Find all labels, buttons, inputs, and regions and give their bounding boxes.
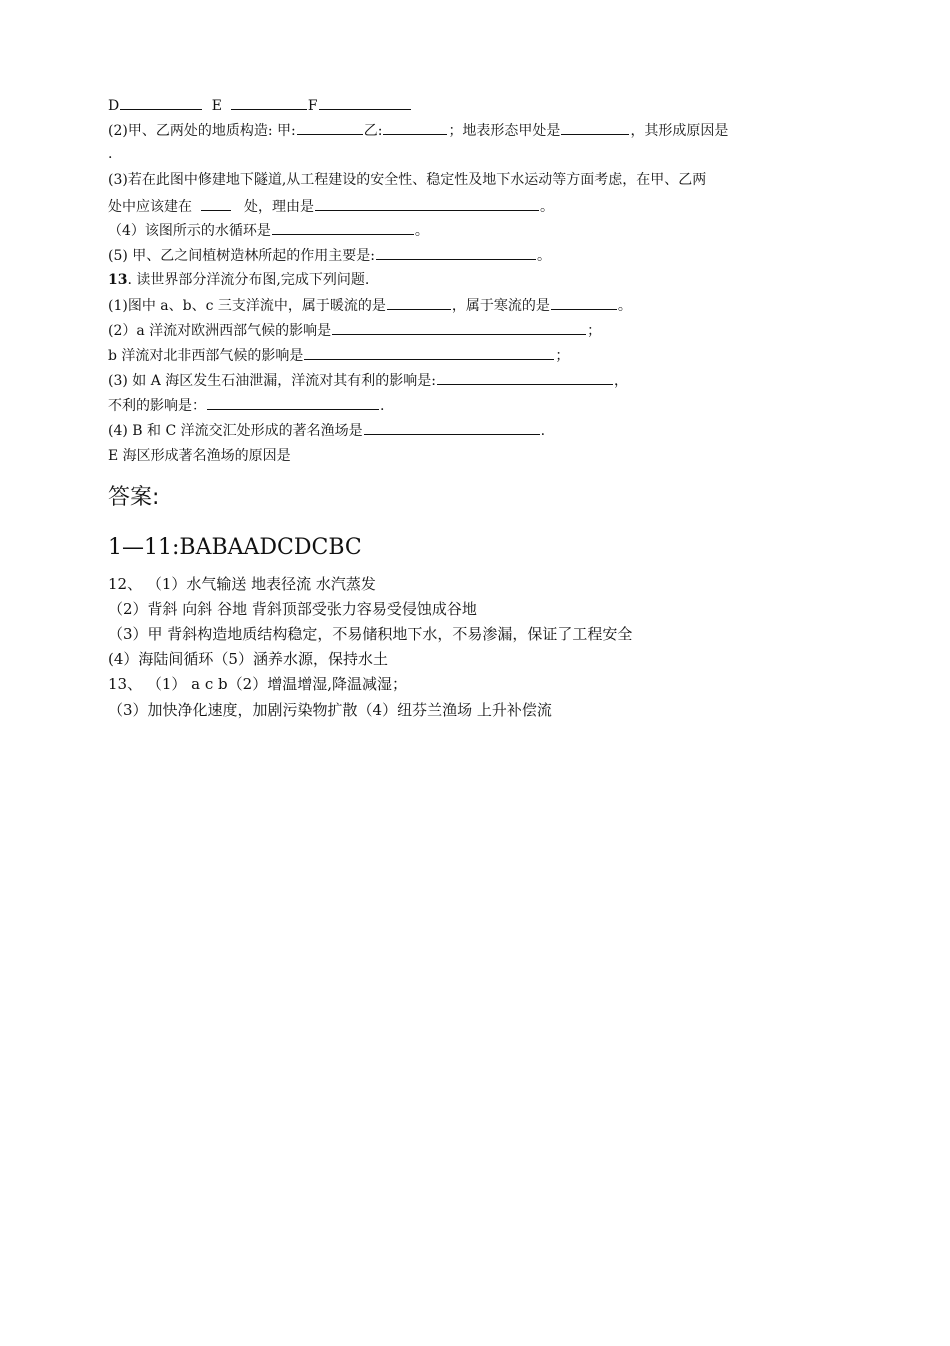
text: ，其形成原因是 bbox=[630, 123, 729, 139]
text: (3)若在此图中修建地下隧道,从工程建设的安全性、稳定性及地下水运动等方面考虑，在甲、乙两 bbox=[108, 172, 707, 188]
text: (1)图中 a、b、c 三支洋流中，属于暖流的是 bbox=[108, 298, 386, 314]
blank-water-cycle bbox=[272, 220, 414, 235]
label-d: D bbox=[108, 98, 120, 114]
text: ，属于寒流的是 bbox=[451, 298, 550, 314]
text: （4）该图所示的水循环是 bbox=[108, 223, 271, 239]
label-e: E bbox=[211, 98, 222, 114]
text: . bbox=[540, 423, 546, 439]
q12-line-2 bbox=[108, 120, 728, 141]
text: 。 bbox=[537, 248, 551, 264]
text: ； bbox=[587, 323, 602, 339]
q12-line-7 bbox=[108, 245, 551, 266]
q13-line-7 bbox=[108, 446, 291, 466]
answer-13-1: 13、 （1） a c b（2）增温增湿,降温减湿； bbox=[108, 675, 407, 693]
q13-line-1 bbox=[108, 295, 632, 316]
answer-12-4: (4）海陆间循环（5）涵养水源，保持水土 bbox=[108, 650, 388, 668]
blank-forest-role bbox=[376, 245, 536, 260]
text: ；地表形态甲处是 bbox=[448, 123, 561, 139]
blank-e bbox=[231, 95, 307, 110]
blank-f bbox=[319, 95, 411, 110]
q12-line-4 bbox=[108, 170, 706, 190]
blank-d bbox=[120, 95, 202, 110]
text: . bbox=[380, 398, 385, 414]
q13-title bbox=[108, 270, 369, 290]
q13-line-2 bbox=[108, 320, 601, 341]
text: (2）a 洋流对欧洲西部气候的影响是 bbox=[108, 323, 332, 339]
text: 。 bbox=[540, 199, 554, 215]
q13-line-4 bbox=[108, 370, 628, 391]
text: 处中应该建在 bbox=[108, 199, 192, 215]
q13-line-3 bbox=[108, 345, 569, 366]
blank-fishery bbox=[364, 420, 540, 435]
text: (5) 甲、乙之间植树造林所起的作用主要是: bbox=[108, 248, 375, 264]
blank-b-effect bbox=[304, 345, 554, 360]
text: 处，理由是 bbox=[244, 199, 314, 215]
text: b 洋流对北非西部气候的影响是 bbox=[108, 348, 304, 364]
blank-warm-current bbox=[387, 295, 451, 310]
text: (3) 如 A 海区发生石油泄漏，洋流对其有利的影响是: bbox=[108, 373, 437, 389]
blank-favorable bbox=[437, 370, 613, 385]
text: . bbox=[108, 146, 113, 162]
q12-line-3 bbox=[108, 144, 112, 164]
answer-12-1: 12、 （1）水气输送 地表径流 水汽蒸发 bbox=[108, 575, 376, 593]
text: 。 bbox=[414, 223, 429, 239]
text: . 读世界部分洋流分布图,完成下列问题. bbox=[127, 272, 370, 288]
blank-yi-structure bbox=[383, 120, 447, 135]
blank-reason bbox=[315, 196, 539, 211]
answers-heading: 答案: bbox=[108, 485, 160, 510]
blank-unfavorable bbox=[207, 395, 379, 410]
label-f: F bbox=[307, 98, 318, 114]
blank-a-effect bbox=[332, 320, 586, 335]
text: (2)甲、乙两处的地质构造: 甲: bbox=[108, 123, 296, 139]
text: ； bbox=[555, 348, 570, 364]
text: 不利的影响是： bbox=[108, 398, 206, 414]
text: E 海区形成著名渔场的原因是 bbox=[108, 448, 291, 464]
q12-line-def bbox=[108, 95, 412, 116]
blank-jia-structure bbox=[297, 120, 363, 135]
text: ， bbox=[614, 373, 629, 389]
text: 乙: bbox=[363, 123, 383, 139]
blank-cold-current bbox=[551, 295, 617, 310]
q12-line-5 bbox=[108, 196, 554, 217]
answer-13-2: （3）加快净化速度，加剧污染物扩散（4）纽芬兰渔场 上升补偿流 bbox=[108, 701, 552, 719]
answers-mc: 1—11:BABAADCDCBC bbox=[108, 535, 362, 560]
answer-12-2: （2）背斜 向斜 谷地 背斜顶部受张力容易受侵蚀成谷地 bbox=[108, 600, 477, 618]
q12-line-6 bbox=[108, 220, 429, 241]
question-number: 13 bbox=[108, 272, 128, 288]
blank-location bbox=[201, 196, 231, 211]
text: (4) B 和 C 洋流交汇处形成的著名渔场是 bbox=[108, 423, 363, 439]
answer-12-3: （3）甲 背斜构造地质结构稳定，不易储积地下水，不易渗漏，保证了工程安全 bbox=[108, 625, 633, 643]
q13-line-6 bbox=[108, 420, 545, 441]
text: 。 bbox=[617, 298, 632, 314]
blank-jia-landform bbox=[561, 120, 629, 135]
q13-line-5 bbox=[108, 395, 384, 416]
